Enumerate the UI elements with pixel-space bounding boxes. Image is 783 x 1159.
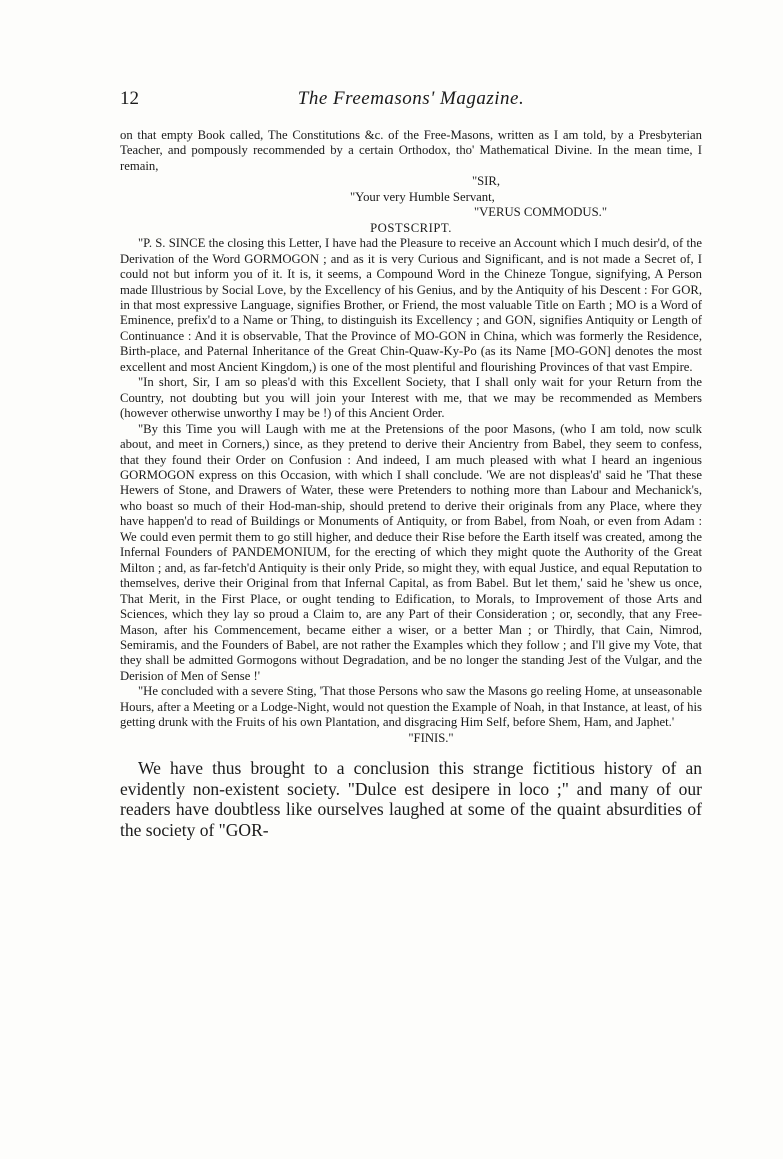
letter-closing-phrase: "Your very Humble Servant, bbox=[350, 189, 495, 204]
postscript-title: POSTSCRIPT. bbox=[370, 220, 452, 235]
letter-signature: "VERUS COMMODUS." bbox=[473, 205, 607, 220]
running-head: The Freemasons' Magazine. bbox=[297, 88, 525, 109]
magazine-page bbox=[120, 88, 702, 858]
letter-body bbox=[120, 128, 702, 746]
page-header bbox=[120, 88, 702, 112]
closing-paragraph: We have thus brought to a conclusion this strange fictitious history of an evidently non-existent society. "Dulce est desipere in loco ;" and many of our readers have doubtless like ourselves laughed at some of the quaint absurdities of the society of "GOR- bbox=[120, 758, 702, 840]
postscript-paragraph: "In short, Sir, I am so pleas'd with this Excellent Society, that I shall only wait for your Return from the Country, not doubting but you will join your Interest with me, that we may be recommended as Members (however otherwise unworthy I may be !) of this Ancient Order. bbox=[120, 375, 702, 421]
postscript-paragraph: "By this Time you will Laugh with me at the Pretensions of the poor Masons, (who I am told, now sculk about, and meet in Corners,) since, as they pretend to derive their Ancientry from Babel, they seem to confess, that they found their Order on Confusion : And indeed, I am much pleased with what I heard an ingenious GORMOGON express on this Occasion, with which I shall conclude. 'We are not displeas'd' said he 'That these Hewers of Stone, and Drawers of Water, these were Pretenders to nothing more than Labour and Mechanick's, who boast so much of their Hod-man-ship, should pretend to derive their originals from any Place, where they have happen'd to read of Buildings or Monuments of Antiquity, or from Babel, from Noah, or even from Adam : We could even permit them to go still higher, and deduce their Rise before the Earth itself was created, among the Infernal Founders of PANDEMONIUM, for the erecting of which they might quote the Authority of the Great Milton ; and, as far-fetch'd Antiquity is their only Pride, so might they, with equal Justice, and equal Reputation to themselves, derive their Original from that Infernal Capital, as from Babel. But let them,' said he 'shew us once, That Merit, in the First Place, or ought tending to Edification, to Morals, to Improvement of those Arts and Sciences, which they lay so proud a Claim to, are any Part of their Consideration ; or, secondly, that any Free-Mason, after his Commencement, became either a wiser, or a better Man ; or Thirdly, that Cain, Nimrod, Semiramis, and the Founders of Babel, are not rather the Examples which they follow ; and I'll give my Vote, that they shall be admitted Gormogons without Degradation, and be no longer the standing Jest of the Vulgar, and the Derision of Men of Sense !' bbox=[120, 421, 702, 683]
postscript-paragraph: "P. S. SINCE the closing this Letter, I have had the Pleasure to receive an Account which I much desir'd, of the Derivation of the Word GORMOGON ; and as it is very Curious and Significant, and is not made a Secret of, I could not but inform you of it. It is, it seems, a Compound Word in the Chineze Tongue, signifying, A Person made Illustrious by Social Love, by the Excellency of his Genius, and by the Antiquity of his Descent : For GOR, in that most expressive Language, signifies Brother, or Friend, the most valuable Title on Earth ; MO is a Word of Eminence, prefix'd to a Name or Thing, to distinguish its Excellency ; and GON, signifies Antiquity or Length of Continuance : And it is observable, That the Province of MO-GON in China, which was formerly the Residence, Birth-place, and Paternal Inheritance of the Great Chin-Quaw-Ky-Po (as its Name [MO-GON] denotes the most excellent and most Ancient Kingdom,) is one of the most plentiful and flourishing Provinces of that vast Empire. bbox=[120, 236, 702, 374]
postscript-paragraph: "He concluded with a severe Sting, 'That those Persons who saw the Masons go reeling Home, at unseasonable Hours, after a Meeting or a Lodge-Night, would not question the Example of Noah, in that Instance, at least, of his getting drunk with the Fruits of his own Plantation, and disgracing Him Self, before Shem, Ham, and Japhet.' bbox=[120, 684, 702, 730]
letter-salutation: "SIR, bbox=[471, 174, 501, 189]
page-number: 12 bbox=[120, 88, 139, 109]
finis-line: "FINIS." bbox=[408, 730, 454, 745]
letter-opening: on that empty Book called, The Constitutions &c. of the Free-Masons, written as I am told, by a Presbyterian Teacher, and pompously recommended by a certain Orthodox, tho' Mathematical Divine. In the mean time, I remain, bbox=[120, 128, 702, 173]
